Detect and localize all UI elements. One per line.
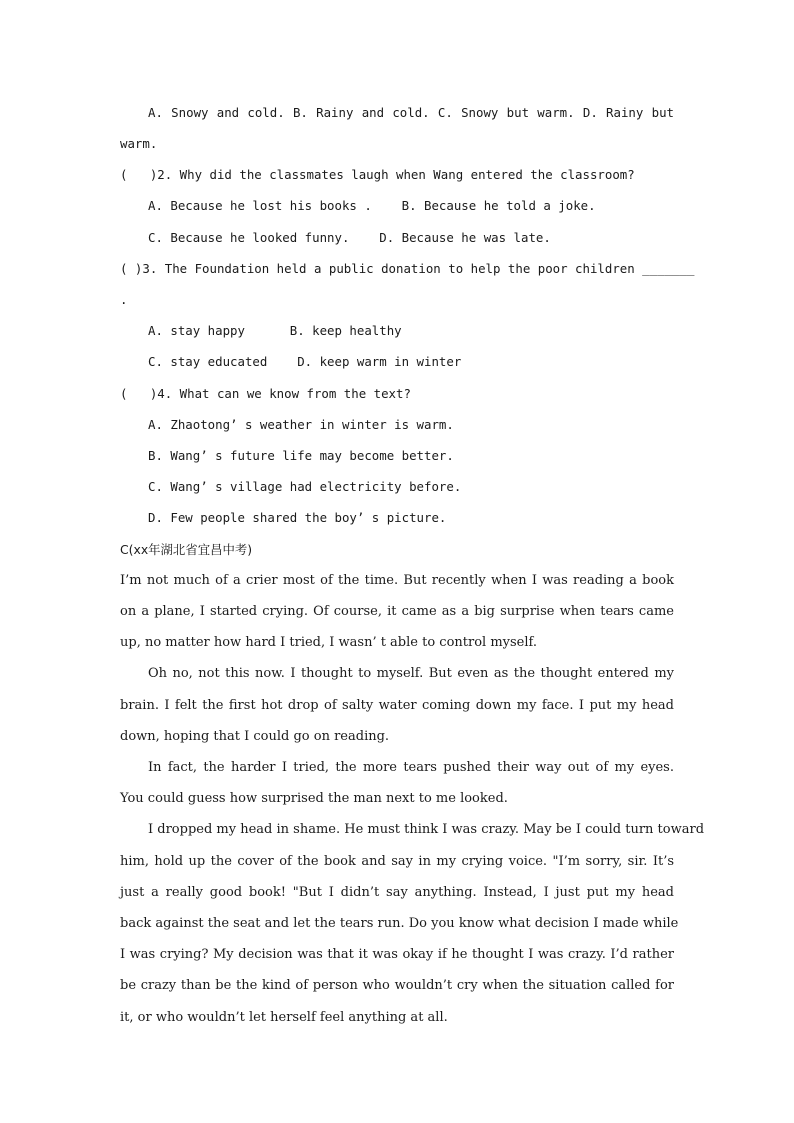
- passage-line: down, hoping that I could go on reading.: [120, 729, 390, 744]
- q3-stem-end: .: [120, 292, 128, 307]
- q4-option-b: B. Wang’ s future life may become better.: [148, 448, 454, 463]
- section-heading: C(xx年湖北省宜昌中考): [120, 542, 253, 557]
- q3-options-ab: A. stay happy B. keep healthy: [148, 323, 402, 338]
- q3-options-cd: C. stay educated D. keep warm in winter: [148, 354, 462, 369]
- passage-line: You could guess how surprised the man next to me looked.: [120, 791, 508, 806]
- q4-option-a: A. Zhaotong’ s weather in winter is warm.: [148, 417, 454, 432]
- passage-line: back against the seat and let the tears run. Do you know what decision I made while: [120, 916, 679, 931]
- q3-stem: ( )3. The Foundation held a public donation to help the poor children _______: [120, 261, 695, 276]
- q4-option-c: C. Wang’ s village had electricity before.: [148, 479, 462, 494]
- q2-options-ab: A. Because he lost his books . B. Because he told a joke.: [148, 198, 596, 213]
- passage-line: I’m not much of a crier most of the time. But recently when I was reading a book: [120, 573, 674, 588]
- passage-line: In fact, the harder I tried, the more tears pushed their way out of my eyes.: [148, 760, 674, 775]
- passage-line: I was crying? My decision was that it was okay if he thought I was crazy. I’d rather: [120, 947, 674, 962]
- passage-line: brain. I felt the first hot drop of salty water coming down my face. I put my head: [120, 698, 674, 713]
- passage-line: be crazy than be the kind of person who wouldn’t cry when the situation called for: [120, 978, 674, 993]
- passage-line: it, or who wouldn’t let herself feel anything at all.: [120, 1010, 448, 1025]
- q2-stem: ( )2. Why did the classmates laugh when Wang entered the classroom?: [120, 167, 635, 182]
- q1-options-continuation: warm.: [120, 136, 158, 151]
- passage-line: him, hold up the cover of the book and say in my crying voice. "I’m sorry, sir. It’s: [120, 854, 674, 869]
- q2-options-cd: C. Because he looked funny. D. Because he was late.: [148, 230, 551, 245]
- passage-line: on a plane, I started crying. Of course, it came as a big surprise when tears came: [120, 604, 674, 619]
- passage-line: just a really good book! "But I didn’t say anything. Instead, I just put my head: [120, 885, 674, 900]
- passage-line: up, no matter how hard I tried, I wasn’ t able to control myself.: [120, 635, 538, 650]
- passage-line: Oh no, not this now. I thought to myself. But even as the thought entered my: [148, 666, 674, 681]
- q4-stem: ( )4. What can we know from the text?: [120, 386, 411, 401]
- q1-options-line: A. Snowy and cold. B. Rainy and cold. C. Snowy but warm. D. Rainy but: [148, 105, 674, 120]
- passage-line: I dropped my head in shame. He must think I was crazy. May be I could turn toward: [148, 822, 705, 837]
- q4-option-d: D. Few people shared the boy’ s picture.: [148, 510, 447, 525]
